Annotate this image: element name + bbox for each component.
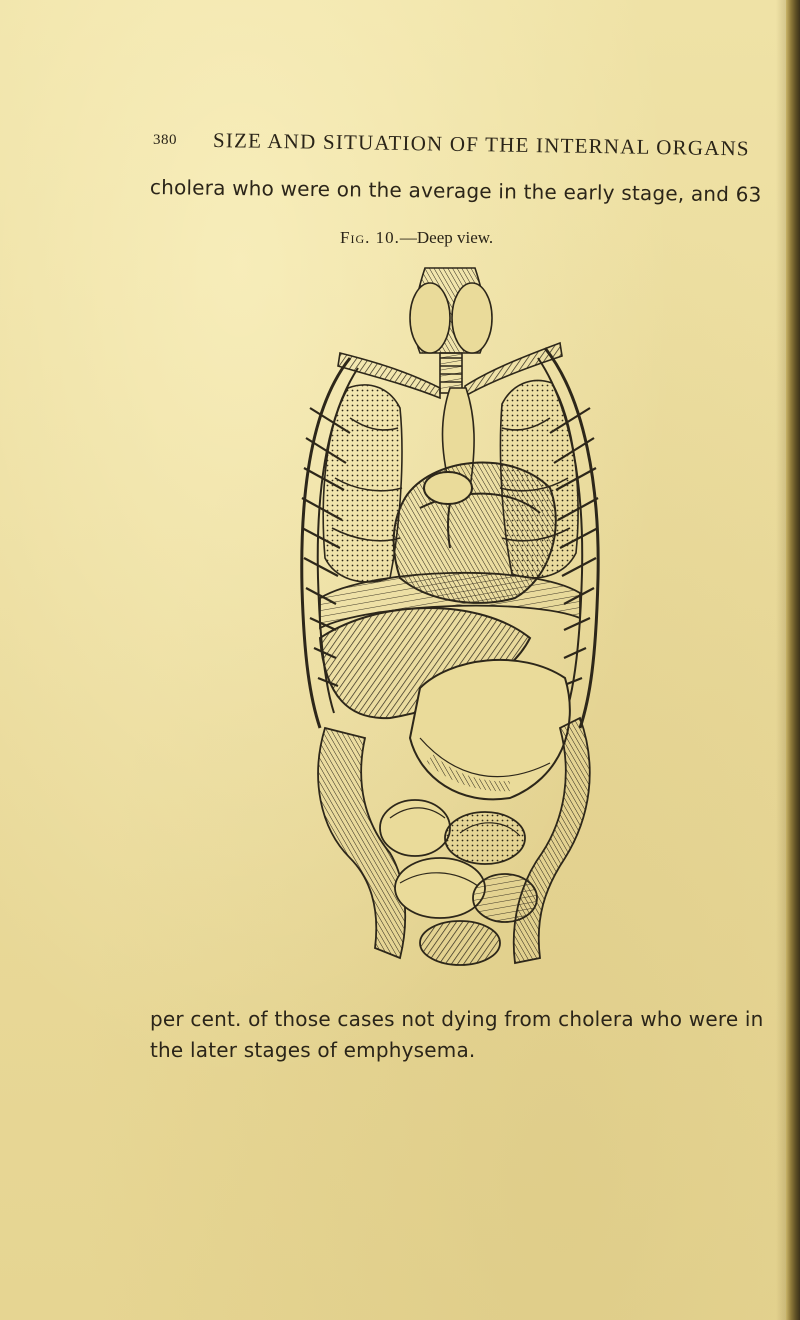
body-text-line-1: cholera who were on the average in the early stage, and 63 [149, 175, 762, 207]
page-edge-shadow [776, 0, 786, 1320]
page-title: SIZE AND SITUATION OF THE INTERNAL ORGANS [212, 128, 750, 161]
anatomical-illustration [280, 258, 620, 978]
running-head [153, 128, 753, 168]
trachea-and-thyroid [410, 268, 492, 393]
figure-caption [340, 228, 493, 248]
left-lung [323, 385, 402, 582]
stomach [410, 660, 570, 799]
figure-caption-text: —Deep view. [399, 228, 494, 247]
page-number: 380 [153, 132, 177, 148]
body-text-line-3: the later stages of emphysema. [150, 1038, 476, 1062]
figure-label: Fig. 10. [340, 228, 400, 247]
body-text-line-2: per cent. of those cases not dying from cholera who were in [150, 1007, 764, 1031]
page-edge [786, 0, 800, 1320]
